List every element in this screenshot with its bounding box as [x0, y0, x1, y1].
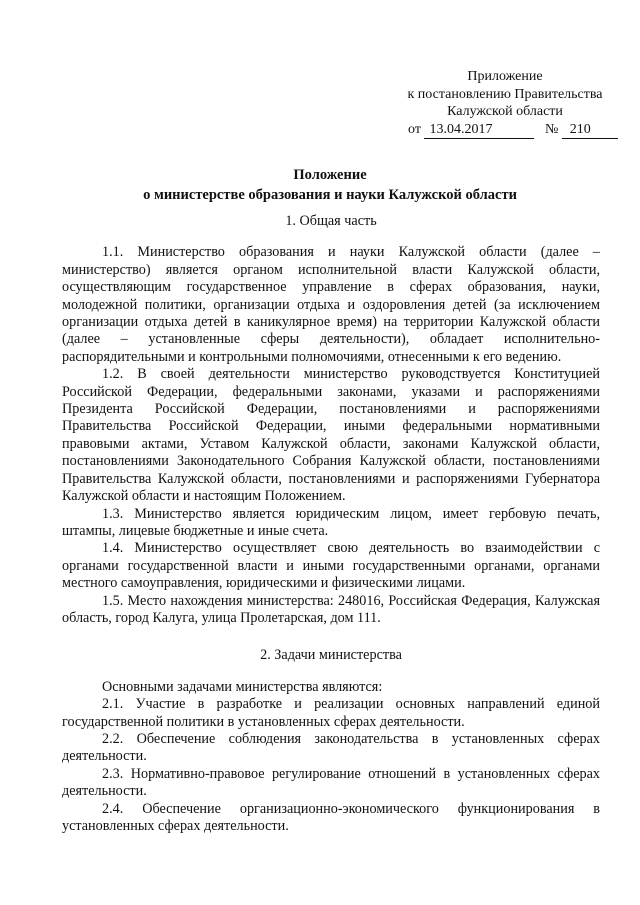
- section-heading-tasks: 2. Задачи министерства: [260, 647, 402, 664]
- section-heading-general: 1. Общая часть: [285, 213, 377, 229]
- resolution-date: 13.04.2017: [424, 121, 534, 140]
- paragraph-1-1: 1.1. Министерство образования и науки Калужской области (далее – министерство) является органом исполнительной власти Калужской области, осуществляющим государственное управление в сферах образования, науки, молодежной политики, организации отдыха и оздоровления детей (за исключением организации отдыха детей в каникулярное время) на территории Калужской области (далее – установленные сферы деятельности), обладает исполнительно-распорядительными и контрольными полномочиями, отнесенными к его ведению.: [62, 244, 600, 365]
- paragraph-1-5: 1.5. Место нахождения министерства: 248016, Российская Федерация, Калужская область, город Калуга, улица Пролетарская, дом 111.: [62, 592, 600, 626]
- paragraph-tasks-intro: Основными задачами министерства являются:: [102, 678, 383, 695]
- paragraph-2-3: 2.3. Нормативно-правовое регулирование отношений в установленных сферах деятельности.: [62, 765, 600, 800]
- appendix-region-line: Калужской области: [447, 104, 563, 119]
- appendix-date-line: [380, 121, 630, 140]
- title-line-1: Положение: [293, 167, 367, 183]
- number-label: №: [544, 121, 559, 137]
- date-prefix: от: [408, 121, 421, 137]
- paragraph-1-3: 1.3. Министерство является юридическим лицом, имеет гербовую печать, штампы, лицевые бюджетные и иные счета.: [62, 505, 600, 539]
- paragraph-2-4: 2.4. Обеспечение организационно-экономического функционирования в установленных сферах деятельности.: [62, 800, 600, 834]
- appendix-block: [380, 68, 630, 139]
- document-body: [62, 213, 600, 835]
- appendix-label: Приложение: [467, 69, 543, 84]
- paragraph-2-1: 2.1. Участие в разработке и реализации основных направлений единой государственной политики в установленных сферах деятельности.: [62, 696, 600, 730]
- title-line-2: о министерстве образования и науки Калужской области: [143, 187, 517, 203]
- document-title: [60, 165, 600, 205]
- resolution-number: 210: [562, 121, 618, 140]
- appendix-resolution-line: к постановлению Правительства: [407, 86, 603, 102]
- paragraph-1-2: 1.2. В своей деятельности министерство руководствуется Конституцией Российской Федерации, федеральными законами, указами и распоряжениями Президента Российской Федерации, постановлениями и распоряжениями Правительства Российской Федерации, иными федеральными нормативными правовыми актами, Уставом Калужской области, законами Калужской области, постановлениями Законодательного Собрания Калужской области, постановлениями Правительства Калужской области, постановлениями и распоряжениями Губернатора Калужской области и настоящим Положением.: [62, 366, 600, 505]
- paragraph-1-4: 1.4. Министерство осуществляет свою деятельность во взаимодействии с органами государственной власти и иными государственными органами, органами местного самоуправления, юридическими и физическими лицами.: [62, 540, 600, 592]
- paragraph-2-2: 2.2. Обеспечение соблюдения законодательства в установленных сферах деятельности.: [62, 730, 600, 765]
